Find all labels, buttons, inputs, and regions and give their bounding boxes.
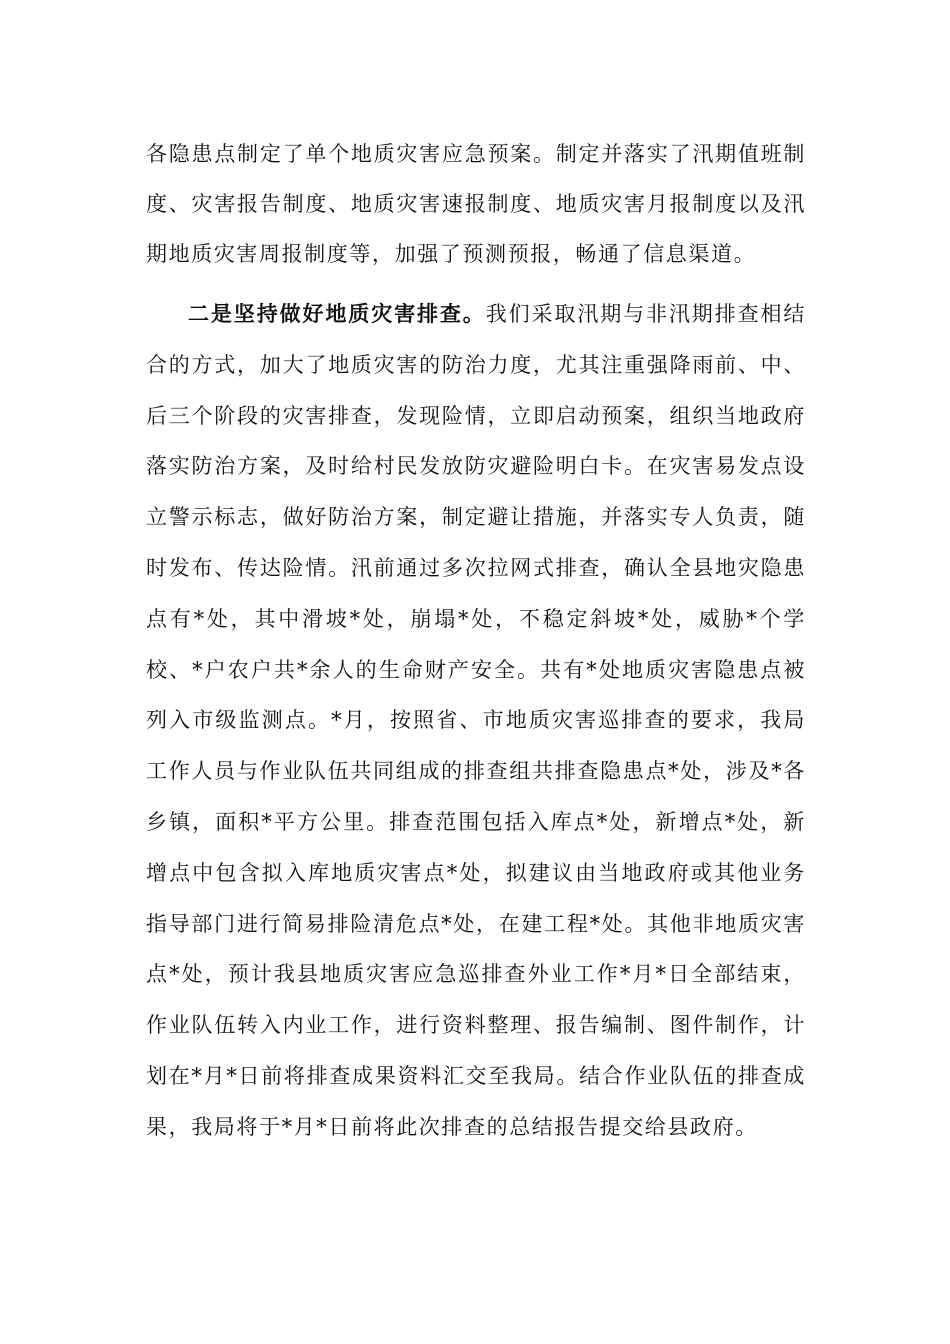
paragraph-body-text: 我们采取汛期与非汛期排查相结合的方式，加大了地质灾害的防治力度，尤其注重强降雨前、中、后三个阶段的灾害排查，发现险情，立即启动预案，组织当地政府落实防治方案，及时给村民发放防灾避险明白卡。在灾害易发点设立警示标志，做好防治方案，制定避让措施，并落实专人负责，随时发布、传达险情。汛前通过多次拉网式排查，确认全县地灾隐患点有*处，其中滑坡*处，崩塌*处，不稳定斜坡*处，威胁*个学校、*户农户共*余人的生命财产安全。共有*处地质灾害隐患点被列入市级监测点。*月，按照省、市地质灾害巡排查的要求，我局工作人员与作业队伍共同组成的排查组共排查隐患点*处，涉及*各乡镇，面积*平方公里。排查范围包括入库点*处，新增点*处，新增点中包含拟入库地质灾害点*处，拟建议由当地政府或其他业务指导部门进行简易排险清危点*处，在建工程*处。其他非地质灾害点*处，预计我县地质灾害应急巡排查外业工作*月*日全部结束，作业队伍转入内业工作，进行资料整理、报告编制、图件制作，计划在*月*日前将排查成果资料汇交至我局。结合作业队伍的排查成果，我局将于*月*日前将此次排查的总结报告提交给县政府。 [146,302,806,1139]
paragraph-lead-heading: 二是坚持做好地质灾害排查。 [188,301,486,326]
paragraph-continuation: 各隐患点制定了单个地质灾害应急预案。制定并落实了汛期值班制度、灾害报告制度、地质灾害速报制度、地质灾害月报制度以及汛期地质灾害周报制度等，加强了预测预报，畅通了信息渠道。 [146,142,806,266]
paragraph-geological-survey [146,289,806,1153]
